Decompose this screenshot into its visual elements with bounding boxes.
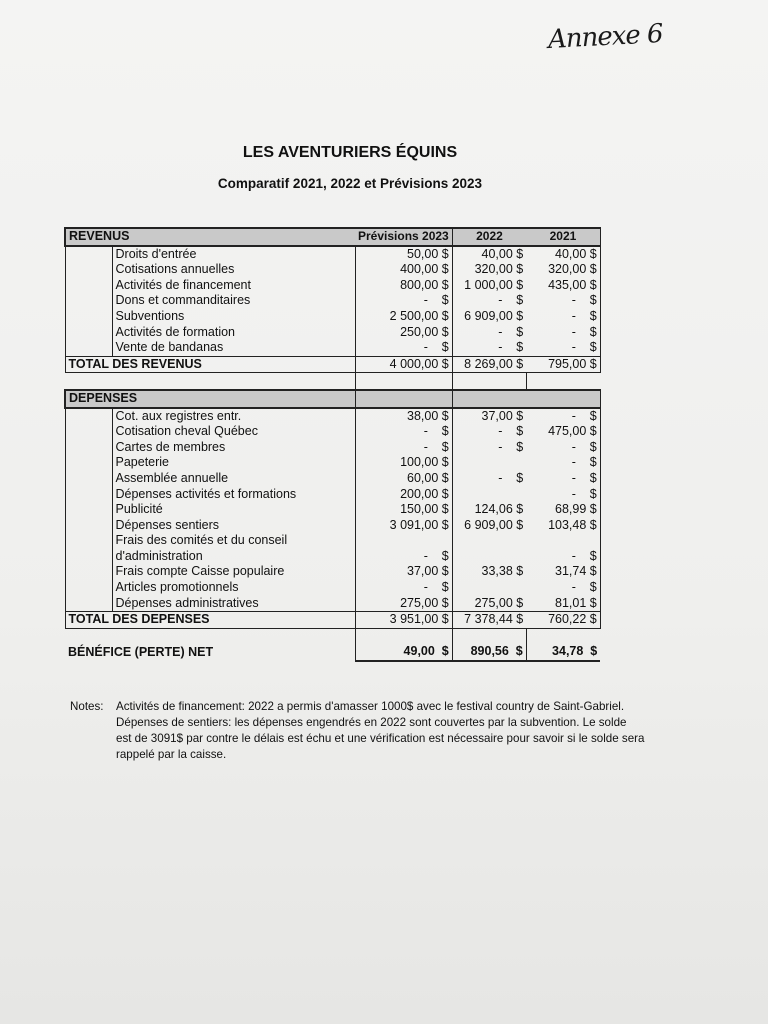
row-label: Dépenses administratives xyxy=(112,596,355,612)
indent-cell xyxy=(65,455,112,471)
table-row xyxy=(65,471,600,487)
indent-cell xyxy=(65,309,112,325)
value-2022 xyxy=(452,455,526,471)
value-2021: - $ xyxy=(526,549,600,565)
table-row xyxy=(65,440,600,456)
value-2022 xyxy=(452,487,526,503)
value-p2023: 150,00 $ xyxy=(355,502,452,518)
value-2022: 124,06 $ xyxy=(474,502,524,517)
table-row xyxy=(65,246,600,263)
value-p2023: 400,00 $ xyxy=(355,262,452,278)
value-p2023 xyxy=(355,533,452,549)
value-2022: - $ xyxy=(498,424,524,439)
value-2021: - $ xyxy=(526,408,600,425)
indent-cell xyxy=(65,340,112,356)
value-p2023: 800,00 $ xyxy=(355,278,452,294)
total-depenses-2022: 7 378,44 $ xyxy=(452,612,526,629)
depenses-header-row xyxy=(65,390,600,408)
value-p2023: 200,00 $ xyxy=(355,487,452,503)
table-row xyxy=(65,518,600,534)
value-p2023: 37,00 $ xyxy=(355,564,452,580)
depenses-header: DEPENSES xyxy=(65,390,355,408)
col-header-2021: 2021 xyxy=(526,228,600,246)
total-depenses-label: TOTAL DES DEPENSES xyxy=(65,612,355,629)
value-2021: - $ xyxy=(526,340,600,356)
document-subtitle: Comparatif 2021, 2022 et Prévisions 2023 xyxy=(217,176,483,191)
indent-cell xyxy=(65,596,112,612)
value-p2023: - $ xyxy=(355,549,452,565)
net-p2023: 49,00 $ xyxy=(355,644,452,661)
net-row xyxy=(65,644,600,661)
revenus-header: REVENUS xyxy=(65,228,355,246)
value-p2023: - $ xyxy=(355,340,452,356)
value-2022: 275,00 $ xyxy=(474,595,524,610)
value-2021: - $ xyxy=(526,580,600,596)
table-row xyxy=(65,408,600,425)
value-2022: 6 909,00 $ xyxy=(464,517,524,532)
value-p2023: 38,00 $ xyxy=(355,408,452,425)
table-row xyxy=(65,487,600,503)
indent-cell xyxy=(65,262,112,278)
col-header-2022: 2022 xyxy=(452,228,526,246)
handwritten-annex-label: Annexe 6 xyxy=(547,19,664,55)
value-p2023: 60,00 $ xyxy=(355,471,452,487)
row-label: Cot. aux registres entr. xyxy=(112,408,355,425)
table-row xyxy=(65,502,600,518)
value-p2023: 3 091,00 $ xyxy=(355,518,452,534)
note-line: Dépenses de sentiers: les dépenses engendrés en 2022 sont couvertes par la subvention. Le solde xyxy=(116,716,627,729)
value-2022 xyxy=(452,549,526,565)
value-p2023: 250,00 $ xyxy=(355,325,452,341)
indent-cell xyxy=(65,533,112,549)
indent-cell xyxy=(65,246,112,263)
value-2021: - $ xyxy=(526,455,600,471)
notes-section xyxy=(70,699,740,763)
indent-cell xyxy=(65,424,112,440)
indent-cell xyxy=(65,471,112,487)
value-2022: 6 909,00 $ xyxy=(464,308,524,323)
table-row xyxy=(65,293,600,309)
indent-cell xyxy=(65,325,112,341)
value-2021: - $ xyxy=(526,293,600,309)
row-label: Articles promotionnels xyxy=(112,580,355,596)
indent-cell xyxy=(65,502,112,518)
indent-cell xyxy=(65,487,112,503)
total-revenus-row xyxy=(65,356,600,373)
value-2022 xyxy=(452,580,526,596)
value-2021: - $ xyxy=(526,471,600,487)
table-row xyxy=(65,309,600,325)
net-2021: 34,78 $ xyxy=(526,644,600,661)
row-label: Frais compte Caisse populaire xyxy=(112,564,355,580)
note-line: est de 3091$ par contre le délais est échu et une vérification est nécessaire pour savoir si le solde sera xyxy=(116,732,645,745)
value-2021: 435,00 $ xyxy=(526,278,600,294)
row-label: Publicité xyxy=(112,502,355,518)
table-row xyxy=(65,596,600,612)
value-2022: 40,00 $ xyxy=(481,246,524,261)
row-label: Dons et commanditaires xyxy=(112,293,355,309)
indent-cell xyxy=(65,293,112,309)
row-label: Cotisation cheval Québec xyxy=(112,424,355,440)
indent-cell xyxy=(65,564,112,580)
indent-cell xyxy=(65,580,112,596)
value-p2023: 100,00 $ xyxy=(355,455,452,471)
net-2022: 890,56 $ xyxy=(452,644,526,661)
row-label: Activités de financement xyxy=(112,278,355,294)
row-label: Dépenses sentiers xyxy=(112,518,355,534)
spacer-row xyxy=(65,373,600,390)
revenus-header-row xyxy=(65,228,600,246)
total-depenses-p2023: 3 951,00 $ xyxy=(355,612,452,629)
value-p2023: - $ xyxy=(355,293,452,309)
value-2022: 320,00 $ xyxy=(474,262,524,277)
financial-table xyxy=(64,227,601,662)
value-p2023: - $ xyxy=(355,440,452,456)
value-2021: 81,01 $ xyxy=(526,596,600,612)
total-revenus-label: TOTAL DES REVENUS xyxy=(65,356,355,373)
value-2022: - $ xyxy=(498,439,524,454)
total-revenus-2021: 795,00 $ xyxy=(526,356,600,373)
value-2021: - $ xyxy=(526,487,600,503)
indent-cell xyxy=(65,518,112,534)
value-2022: 37,00 $ xyxy=(481,408,524,423)
notes-label: Notes: xyxy=(70,700,104,713)
table-row xyxy=(65,533,600,549)
value-2021: - $ xyxy=(526,325,600,341)
row-label: Cotisations annuelles xyxy=(112,262,355,278)
indent-cell xyxy=(65,278,112,294)
table-row xyxy=(65,580,600,596)
total-depenses-2021: 760,22 $ xyxy=(526,612,600,629)
value-p2023: 275,00 $ xyxy=(355,596,452,612)
value-2022: - $ xyxy=(498,340,524,355)
row-label: Activités de formation xyxy=(112,325,355,341)
table-row xyxy=(65,262,600,278)
note-line: rappelé par la caisse. xyxy=(116,748,227,761)
row-label: Subventions xyxy=(112,309,355,325)
net-label: BÉNÉFICE (PERTE) NET xyxy=(68,644,214,659)
indent-cell xyxy=(65,440,112,456)
value-p2023: - $ xyxy=(355,424,452,440)
value-2021: 103,48 $ xyxy=(526,518,600,534)
value-2021: 31,74 $ xyxy=(526,564,600,580)
value-2021: 68,99 $ xyxy=(526,502,600,518)
row-label: Papeterie xyxy=(112,455,355,471)
table-row xyxy=(65,564,600,580)
row-label: Droits d'entrée xyxy=(112,246,355,263)
value-2022: - $ xyxy=(498,470,524,485)
spacer-row xyxy=(65,628,600,644)
table-row xyxy=(65,278,600,294)
value-2022: 33,38 $ xyxy=(481,564,524,579)
value-p2023: 50,00 $ xyxy=(355,246,452,263)
note-line: Activités de financement: 2022 a permis d'amasser 1000$ avec le festival country de Saint-Gabriel. xyxy=(116,700,625,713)
row-label: d'administration xyxy=(112,549,355,565)
table-row xyxy=(65,424,600,440)
row-label: Assemblée annuelle xyxy=(112,471,355,487)
total-depenses-row xyxy=(65,612,600,629)
row-label: Frais des comités et du conseil xyxy=(112,533,355,549)
table-row xyxy=(65,340,600,356)
value-2021: 475,00 $ xyxy=(526,424,600,440)
table-row xyxy=(65,549,600,565)
value-p2023: - $ xyxy=(355,580,452,596)
value-2022: - $ xyxy=(498,324,524,339)
value-2021 xyxy=(526,533,600,549)
value-2022: 1 000,00 $ xyxy=(464,277,524,292)
total-revenus-p2023: 4 000,00 $ xyxy=(355,356,452,373)
value-p2023: 2 500,00 $ xyxy=(355,309,452,325)
indent-cell xyxy=(65,549,112,565)
value-2021: 40,00 $ xyxy=(526,246,600,263)
value-2022: - $ xyxy=(498,293,524,308)
col-header-previsions-2023: Prévisions 2023 xyxy=(355,228,452,246)
value-2021: - $ xyxy=(526,440,600,456)
value-2022 xyxy=(452,533,526,549)
row-label: Dépenses activités et formations xyxy=(112,487,355,503)
row-label: Cartes de membres xyxy=(112,440,355,456)
table-row xyxy=(65,325,600,341)
value-2021: - $ xyxy=(526,309,600,325)
value-2021: 320,00 $ xyxy=(526,262,600,278)
document-title: LES AVENTURIERS ÉQUINS xyxy=(242,144,458,161)
total-revenus-2022: 8 269,00 $ xyxy=(452,356,526,373)
indent-cell xyxy=(65,408,112,425)
row-label: Vente de bandanas xyxy=(112,340,355,356)
table-row xyxy=(65,455,600,471)
